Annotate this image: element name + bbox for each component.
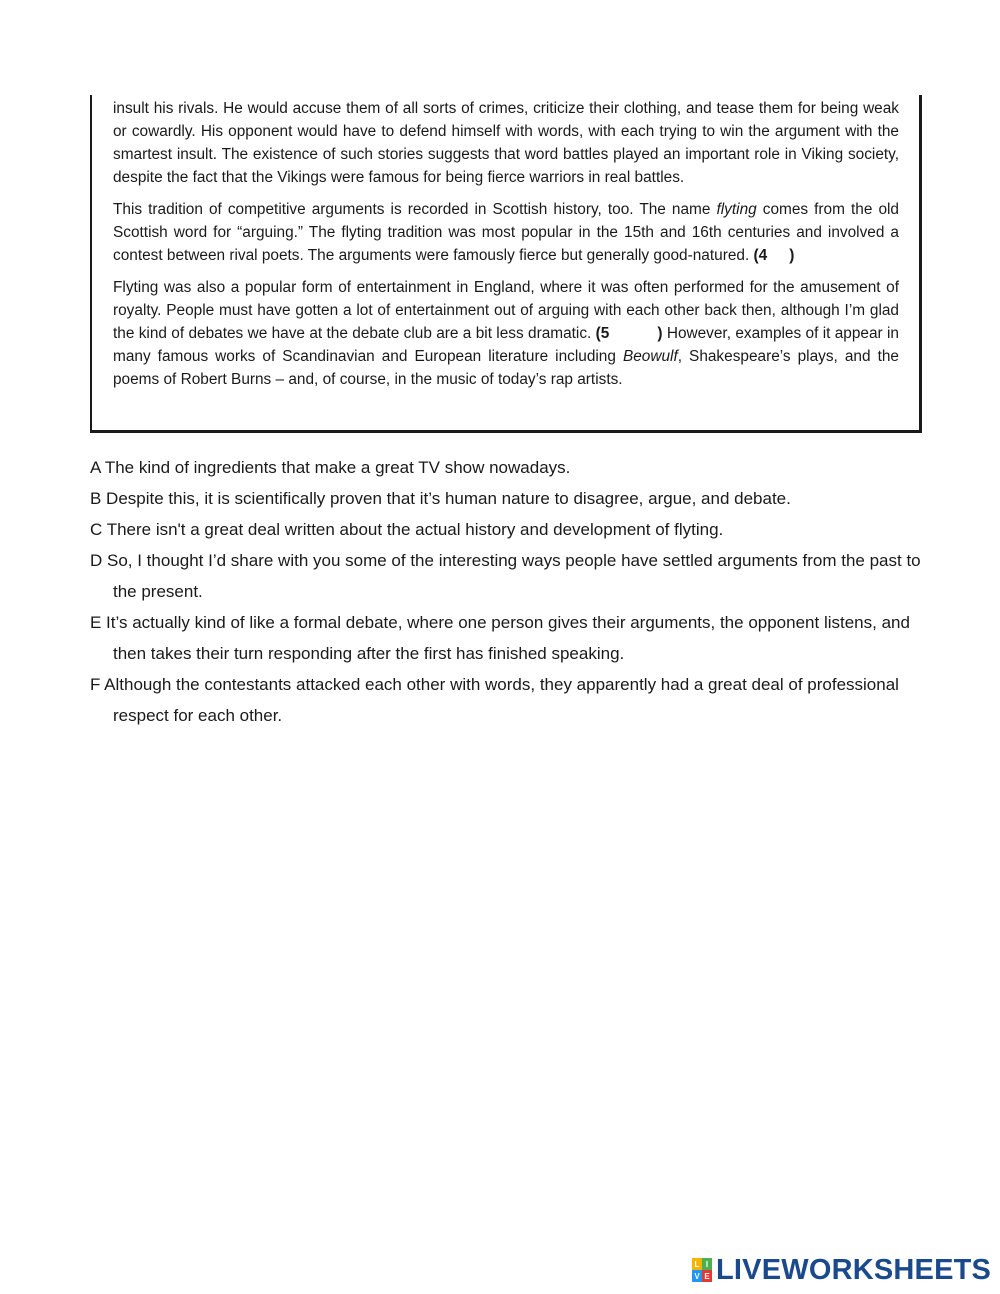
logo-mark-e: E [702,1270,712,1282]
beowulf-title: Beowulf [622,348,678,365]
passage-paragraph-2 [113,198,899,267]
logo-mark-i: I [702,1258,712,1270]
option-a: A The kind of ingredients that make a great TV show nowadays. [90,458,571,477]
answer-blank-5[interactable] [596,322,663,345]
blank-4-close: ) [789,247,795,264]
blank-5-open: (5 [595,325,610,342]
flyting-term: flyting [716,201,757,218]
option-b: B Despite this, it is scientifically proven that it’s human nature to disagree, argue, and debate. [90,489,791,508]
paragraph-3-text-a: Flyting was also a popular form of entertainment in England, where it was often performed for the amusement of royalty. People must have gotten a lot of entertainment out of arguing with each other back then, although I’m glad the kind of debates we have at the debate club are a bit less dramatic. [113,279,899,342]
answer-blank-4[interactable] [754,244,795,267]
option-d: D So, I thought I’d share with you some of the interesting ways people have settled arguments from the past to the present. [90,551,921,601]
option-c: C There isn't a great deal written about the actual history and development of flyting. [90,520,724,539]
passage-paragraph-3 [113,276,899,391]
answer-options-list [90,452,940,731]
option-f: F Although the contestants attacked each other with words, they apparently had a great deal of professional respect for each other. [90,675,899,725]
paragraph-1-text: insult his rivals. He would accuse them of all sorts of crimes, criticize their clothing, and tease them for being weak or cowardly. His opponent would have to defend himself with words, with each trying to win the argument with the smartest insult. The existence of such stories suggests that word battles played an important role in Viking society, despite the fact that the Vikings were famous for being fierce warriors in real battles. [113,100,899,186]
option-e: E It’s actually kind of like a formal debate, where one person gives their arguments, the opponent listens, and then takes their turn responding after the first has finished speaking. [90,613,910,663]
logo-mark-l: L [692,1258,702,1270]
paragraph-3-text-c: , Shakespeare’s plays, and the poems of Robert Burns – and, of course, in the music of today’s rap artists. [113,348,899,388]
paragraph-3-text-b: However, examples of it appear in many famous works of Scandinavian and European literature including [113,325,899,365]
passage-paragraph-1 [113,97,899,189]
logo-wordmark: LIVEWORKSHEETS [716,1253,992,1286]
liveworksheets-logo-icon [692,1258,712,1282]
reading-passage-box [90,95,922,433]
logo-mark-v: V [692,1270,702,1282]
paragraph-2-text-b: comes from the old Scottish word for “arguing.” The flyting tradition was most popular in the 15th and 16th centuries and involved a contest between rival poets. The arguments were famously fierce but generally good-natured. [113,201,899,264]
liveworksheets-logo [692,1253,991,1287]
blank-5-close: ) [657,325,663,342]
paragraph-2-text-a: This tradition of competitive arguments is recorded in Scottish history, too. The name [113,201,717,218]
blank-4-open: (4 [753,247,768,264]
